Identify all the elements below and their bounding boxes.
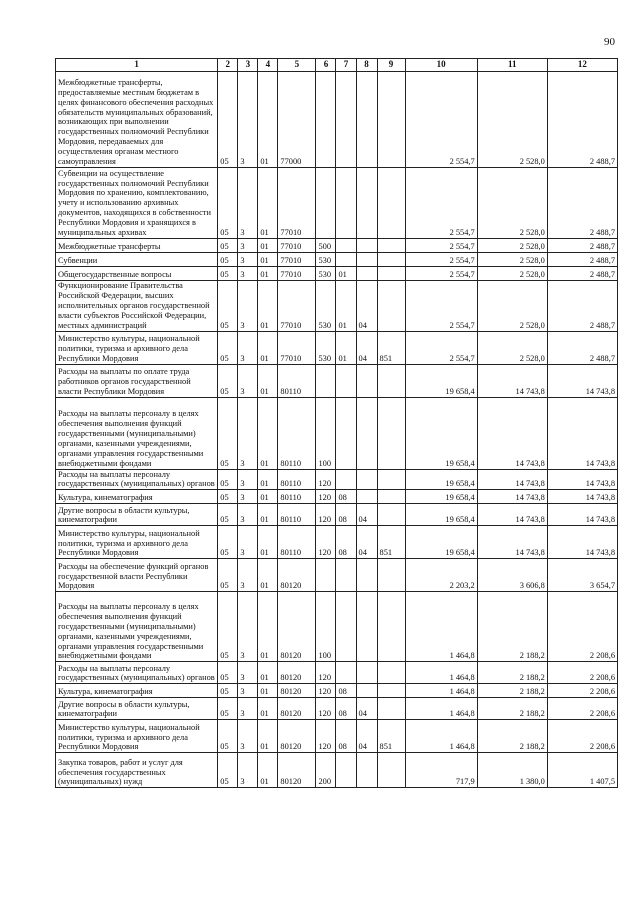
col-header: 12 (547, 59, 617, 72)
row-cell-c3: 3 (238, 753, 258, 788)
row-cell-c9 (377, 253, 405, 267)
row-cell-c7: 08 (336, 504, 356, 526)
col-header: 8 (356, 59, 377, 72)
row-cell-c5: 80110 (278, 504, 316, 526)
row-cell-c2: 05 (218, 168, 238, 239)
row-cell-c7: 08 (336, 720, 356, 753)
row-cell-c11: 2 528,0 (477, 239, 547, 253)
row-cell-c10: 19 658,4 (405, 490, 477, 504)
row-cell-c9 (377, 72, 405, 168)
row-cell-c12: 2 208,6 (547, 720, 617, 753)
row-cell-c11: 14 743,8 (477, 397, 547, 469)
row-cell-c10: 1 464,8 (405, 684, 477, 698)
row-description: Общегосударственные вопросы (56, 267, 218, 281)
row-cell-c5: 77010 (278, 267, 316, 281)
row-cell-c4: 01 (258, 559, 278, 592)
row-cell-c11: 14 743,8 (477, 490, 547, 504)
row-cell-c10: 2 554,7 (405, 253, 477, 267)
row-cell-c10: 2 554,7 (405, 331, 477, 364)
row-cell-c11: 14 743,8 (477, 526, 547, 559)
row-cell-c8 (356, 239, 377, 253)
row-cell-c5: 77010 (278, 168, 316, 239)
row-cell-c8: 04 (356, 281, 377, 332)
row-cell-c7 (336, 559, 356, 592)
row-description: Расходы на выплаты персоналу государственных (муниципальных) органов (56, 469, 218, 490)
row-cell-c8 (356, 753, 377, 788)
row-cell-c8: 04 (356, 720, 377, 753)
table-row (56, 168, 618, 239)
row-cell-c12: 2 488,7 (547, 267, 617, 281)
row-description: Министерство культуры, национальной политики, туризма и архивного дела Республики Мордовия (56, 720, 218, 753)
row-cell-c6: 100 (316, 397, 336, 469)
row-cell-c12: 2 488,7 (547, 281, 617, 332)
row-description: Функционирование Правительства Российской Федерации, высших исполнительных органов государственной власти субъектов Российской Федерации, местных администраций (56, 281, 218, 332)
row-cell-c2: 05 (218, 281, 238, 332)
row-cell-c5: 80120 (278, 720, 316, 753)
row-cell-c8 (356, 592, 377, 662)
row-cell-c2: 05 (218, 364, 238, 397)
row-cell-c7 (336, 364, 356, 397)
row-cell-c3: 3 (238, 239, 258, 253)
row-cell-c8 (356, 490, 377, 504)
row-cell-c2: 05 (218, 72, 238, 168)
row-cell-c10: 2 554,7 (405, 239, 477, 253)
row-cell-c12: 2 488,7 (547, 331, 617, 364)
row-cell-c7 (336, 253, 356, 267)
row-description: Расходы на выплаты персоналу в целях обеспечения выполнения функций государственными (муниципальными) органами, казенными учреждениями, органами управления государственными внебюджетными фондами (56, 592, 218, 662)
row-cell-c7: 08 (336, 526, 356, 559)
row-cell-c2: 05 (218, 469, 238, 490)
row-cell-c12: 2 208,6 (547, 684, 617, 698)
row-cell-c10: 1 464,8 (405, 720, 477, 753)
row-cell-c10: 19 658,4 (405, 526, 477, 559)
col-header: 1 (56, 59, 218, 72)
row-cell-c8: 04 (356, 698, 377, 720)
row-cell-c7 (336, 469, 356, 490)
row-cell-c4: 01 (258, 281, 278, 332)
row-cell-c11: 2 528,0 (477, 72, 547, 168)
row-cell-c11: 2 528,0 (477, 281, 547, 332)
row-cell-c6: 120 (316, 720, 336, 753)
row-cell-c9 (377, 592, 405, 662)
row-cell-c2: 05 (218, 239, 238, 253)
row-cell-c3: 3 (238, 397, 258, 469)
row-cell-c5: 80110 (278, 469, 316, 490)
row-cell-c5: 77010 (278, 281, 316, 332)
row-cell-c12: 2 208,6 (547, 698, 617, 720)
row-cell-c5: 80120 (278, 753, 316, 788)
row-description: Министерство культуры, национальной политики, туризма и архивного дела Республики Мордовия (56, 526, 218, 559)
row-cell-c11: 2 528,0 (477, 331, 547, 364)
row-cell-c4: 01 (258, 364, 278, 397)
col-header: 3 (238, 59, 258, 72)
table-row (56, 526, 618, 559)
table-row (56, 559, 618, 592)
row-cell-c3: 3 (238, 720, 258, 753)
row-cell-c4: 01 (258, 331, 278, 364)
row-cell-c8 (356, 397, 377, 469)
row-cell-c6 (316, 72, 336, 168)
row-cell-c8 (356, 364, 377, 397)
row-cell-c4: 01 (258, 720, 278, 753)
row-cell-c7 (336, 168, 356, 239)
row-cell-c9 (377, 364, 405, 397)
row-cell-c11: 14 743,8 (477, 504, 547, 526)
row-cell-c9: 851 (377, 720, 405, 753)
row-cell-c4: 01 (258, 662, 278, 684)
row-cell-c9 (377, 239, 405, 253)
table-row (56, 281, 618, 332)
row-cell-c2: 05 (218, 592, 238, 662)
table-row (56, 331, 618, 364)
row-cell-c11: 2 528,0 (477, 253, 547, 267)
row-cell-c10: 1 464,8 (405, 698, 477, 720)
row-cell-c4: 01 (258, 504, 278, 526)
row-cell-c2: 05 (218, 526, 238, 559)
row-cell-c7 (336, 753, 356, 788)
row-cell-c9: 851 (377, 331, 405, 364)
row-cell-c5: 80110 (278, 397, 316, 469)
row-cell-c8 (356, 168, 377, 239)
row-cell-c11: 2 188,2 (477, 592, 547, 662)
row-cell-c10: 717,9 (405, 753, 477, 788)
row-cell-c3: 3 (238, 331, 258, 364)
row-cell-c7: 08 (336, 490, 356, 504)
row-cell-c4: 01 (258, 397, 278, 469)
row-cell-c11: 14 743,8 (477, 364, 547, 397)
row-cell-c11: 2 188,2 (477, 720, 547, 753)
row-cell-c2: 05 (218, 490, 238, 504)
col-header: 6 (316, 59, 336, 72)
row-description: Расходы на обеспечение функций органов государственной власти Республики Мордовия (56, 559, 218, 592)
row-cell-c3: 3 (238, 490, 258, 504)
row-cell-c9 (377, 662, 405, 684)
row-cell-c7: 08 (336, 698, 356, 720)
table-row (56, 592, 618, 662)
row-cell-c12: 14 743,8 (547, 397, 617, 469)
table-row (56, 490, 618, 504)
row-cell-c6: 120 (316, 504, 336, 526)
row-cell-c10: 19 658,4 (405, 469, 477, 490)
row-cell-c9 (377, 469, 405, 490)
row-cell-c7: 01 (336, 281, 356, 332)
row-cell-c3: 3 (238, 253, 258, 267)
row-cell-c6: 530 (316, 253, 336, 267)
row-cell-c9 (377, 559, 405, 592)
row-cell-c3: 3 (238, 168, 258, 239)
row-cell-c4: 01 (258, 239, 278, 253)
row-cell-c5: 77010 (278, 253, 316, 267)
row-cell-c2: 05 (218, 684, 238, 698)
row-cell-c8: 04 (356, 331, 377, 364)
col-header: 10 (405, 59, 477, 72)
row-cell-c6: 120 (316, 469, 336, 490)
row-cell-c9: 851 (377, 526, 405, 559)
row-cell-c7: 08 (336, 684, 356, 698)
row-cell-c9 (377, 753, 405, 788)
row-cell-c3: 3 (238, 504, 258, 526)
row-description: Другие вопросы в области культуры, кинематографии (56, 698, 218, 720)
row-cell-c12: 2 488,7 (547, 239, 617, 253)
row-cell-c3: 3 (238, 281, 258, 332)
row-cell-c2: 05 (218, 267, 238, 281)
row-cell-c5: 77010 (278, 239, 316, 253)
header-row (56, 59, 618, 72)
row-cell-c9 (377, 168, 405, 239)
row-description: Министерство культуры, национальной политики, туризма и архивного дела Республики Мордовия (56, 331, 218, 364)
row-cell-c7 (336, 72, 356, 168)
row-cell-c12: 14 743,8 (547, 364, 617, 397)
row-cell-c6 (316, 364, 336, 397)
row-cell-c8 (356, 684, 377, 698)
row-cell-c6: 120 (316, 490, 336, 504)
row-cell-c2: 05 (218, 753, 238, 788)
row-cell-c6: 200 (316, 753, 336, 788)
row-cell-c9 (377, 684, 405, 698)
row-description: Расходы на выплаты по оплате труда работников органов государственной власти Республики Мордовия (56, 364, 218, 397)
row-cell-c10: 2 554,7 (405, 281, 477, 332)
row-cell-c3: 3 (238, 526, 258, 559)
row-cell-c7 (336, 662, 356, 684)
row-cell-c12: 2 488,7 (547, 72, 617, 168)
row-cell-c8 (356, 72, 377, 168)
row-cell-c10: 2 554,7 (405, 72, 477, 168)
row-cell-c9 (377, 504, 405, 526)
row-cell-c7 (336, 592, 356, 662)
table-row (56, 753, 618, 788)
row-cell-c9 (377, 267, 405, 281)
row-cell-c3: 3 (238, 364, 258, 397)
row-cell-c2: 05 (218, 698, 238, 720)
col-header: 2 (218, 59, 238, 72)
row-cell-c5: 80110 (278, 364, 316, 397)
row-cell-c3: 3 (238, 469, 258, 490)
row-cell-c4: 01 (258, 526, 278, 559)
row-cell-c2: 05 (218, 253, 238, 267)
row-cell-c4: 01 (258, 684, 278, 698)
row-cell-c4: 01 (258, 469, 278, 490)
row-cell-c2: 05 (218, 504, 238, 526)
row-cell-c10: 1 464,8 (405, 592, 477, 662)
col-header: 11 (477, 59, 547, 72)
row-cell-c3: 3 (238, 684, 258, 698)
row-cell-c6: 120 (316, 526, 336, 559)
row-cell-c12: 14 743,8 (547, 526, 617, 559)
table-row (56, 662, 618, 684)
row-cell-c7 (336, 397, 356, 469)
row-cell-c12: 14 743,8 (547, 469, 617, 490)
row-cell-c6 (316, 168, 336, 239)
row-cell-c8 (356, 559, 377, 592)
row-cell-c11: 2 188,2 (477, 684, 547, 698)
table-body (56, 72, 618, 788)
row-cell-c6: 120 (316, 698, 336, 720)
row-cell-c10: 2 554,7 (405, 267, 477, 281)
row-cell-c2: 05 (218, 331, 238, 364)
row-cell-c12: 14 743,8 (547, 490, 617, 504)
row-cell-c12: 2 208,6 (547, 662, 617, 684)
row-description: Расходы на выплаты персоналу в целях обеспечения выполнения функций государственными (муниципальными) органами, казенными учреждениями, органами управления государственными внебюджетными фондами (56, 397, 218, 469)
row-cell-c12: 2 488,7 (547, 253, 617, 267)
row-cell-c10: 19 658,4 (405, 397, 477, 469)
row-cell-c4: 01 (258, 267, 278, 281)
row-description: Межбюджетные трансферты, предоставляемые местным бюджетам в целях финансового обеспечения расходных обязательств муниципальных образований, возникающих при выполнении государственных полномочий Республики Мордовия, передаваемых для осуществления органам местного самоуправления (56, 72, 218, 168)
row-cell-c11: 3 606,8 (477, 559, 547, 592)
row-cell-c12: 14 743,8 (547, 504, 617, 526)
row-cell-c5: 80110 (278, 526, 316, 559)
row-cell-c11: 2 188,2 (477, 662, 547, 684)
row-cell-c2: 05 (218, 559, 238, 592)
row-cell-c5: 80120 (278, 698, 316, 720)
row-description: Субвенции на осуществление государственных полномочий Республики Мордовия по хранению, комплектованию, учету и использованию архивных документов, находящихся в собственности Республики Мордовия и хранящихся в муниципальных архивах (56, 168, 218, 239)
row-cell-c10: 2 554,7 (405, 168, 477, 239)
row-cell-c9 (377, 397, 405, 469)
row-cell-c5: 80110 (278, 490, 316, 504)
row-cell-c6: 120 (316, 684, 336, 698)
row-cell-c11: 2 528,0 (477, 267, 547, 281)
table-row (56, 253, 618, 267)
row-cell-c10: 1 464,8 (405, 662, 477, 684)
row-cell-c6: 500 (316, 239, 336, 253)
col-header: 7 (336, 59, 356, 72)
row-cell-c8 (356, 253, 377, 267)
row-cell-c11: 2 528,0 (477, 168, 547, 239)
table-row (56, 239, 618, 253)
row-description: Субвенции (56, 253, 218, 267)
row-cell-c4: 01 (258, 698, 278, 720)
row-cell-c8 (356, 267, 377, 281)
row-cell-c11: 2 188,2 (477, 698, 547, 720)
row-description: Культура, кинематография (56, 684, 218, 698)
row-cell-c6 (316, 559, 336, 592)
row-cell-c9 (377, 281, 405, 332)
row-cell-c4: 01 (258, 253, 278, 267)
table-row (56, 720, 618, 753)
row-cell-c5: 80120 (278, 559, 316, 592)
row-description: Культура, кинематография (56, 490, 218, 504)
row-cell-c7: 01 (336, 267, 356, 281)
table-row (56, 267, 618, 281)
row-cell-c8: 04 (356, 504, 377, 526)
row-description: Расходы на выплаты персоналу государственных (муниципальных) органов (56, 662, 218, 684)
row-cell-c10: 2 203,2 (405, 559, 477, 592)
row-cell-c9 (377, 698, 405, 720)
row-description: Закупка товаров, работ и услуг для обеспечения государственных (муниципальных) нужд (56, 753, 218, 788)
page-number: 90 (604, 36, 615, 48)
row-cell-c3: 3 (238, 559, 258, 592)
row-cell-c4: 01 (258, 168, 278, 239)
row-cell-c4: 01 (258, 490, 278, 504)
row-cell-c5: 80120 (278, 592, 316, 662)
row-cell-c6: 530 (316, 281, 336, 332)
row-cell-c6: 120 (316, 662, 336, 684)
row-description: Межбюджетные трансферты (56, 239, 218, 253)
row-cell-c6: 530 (316, 267, 336, 281)
row-cell-c6: 530 (316, 331, 336, 364)
table-row (56, 698, 618, 720)
table-row (56, 364, 618, 397)
row-cell-c8 (356, 469, 377, 490)
row-cell-c4: 01 (258, 592, 278, 662)
row-cell-c5: 80120 (278, 684, 316, 698)
row-cell-c7: 01 (336, 331, 356, 364)
row-cell-c5: 80120 (278, 662, 316, 684)
row-cell-c2: 05 (218, 720, 238, 753)
row-cell-c3: 3 (238, 267, 258, 281)
row-cell-c2: 05 (218, 662, 238, 684)
col-header: 9 (377, 59, 405, 72)
row-cell-c6: 100 (316, 592, 336, 662)
row-cell-c7 (336, 239, 356, 253)
row-cell-c5: 77000 (278, 72, 316, 168)
budget-table (55, 58, 618, 788)
row-cell-c3: 3 (238, 698, 258, 720)
row-cell-c11: 1 380,0 (477, 753, 547, 788)
row-cell-c10: 19 658,4 (405, 364, 477, 397)
table-row (56, 397, 618, 469)
table-row (56, 72, 618, 168)
row-cell-c3: 3 (238, 592, 258, 662)
row-description: Другие вопросы в области культуры, кинематографии (56, 504, 218, 526)
col-header: 5 (278, 59, 316, 72)
row-cell-c9 (377, 490, 405, 504)
table-row (56, 684, 618, 698)
row-cell-c4: 01 (258, 72, 278, 168)
table-row (56, 504, 618, 526)
row-cell-c12: 2 208,6 (547, 592, 617, 662)
row-cell-c4: 01 (258, 753, 278, 788)
row-cell-c2: 05 (218, 397, 238, 469)
row-cell-c11: 14 743,8 (477, 469, 547, 490)
row-cell-c5: 77010 (278, 331, 316, 364)
row-cell-c12: 2 488,7 (547, 168, 617, 239)
row-cell-c12: 1 407,5 (547, 753, 617, 788)
row-cell-c8: 04 (356, 526, 377, 559)
row-cell-c10: 19 658,4 (405, 504, 477, 526)
row-cell-c12: 3 654,7 (547, 559, 617, 592)
table-row (56, 469, 618, 490)
row-cell-c3: 3 (238, 662, 258, 684)
col-header: 4 (258, 59, 278, 72)
row-cell-c8 (356, 662, 377, 684)
row-cell-c3: 3 (238, 72, 258, 168)
